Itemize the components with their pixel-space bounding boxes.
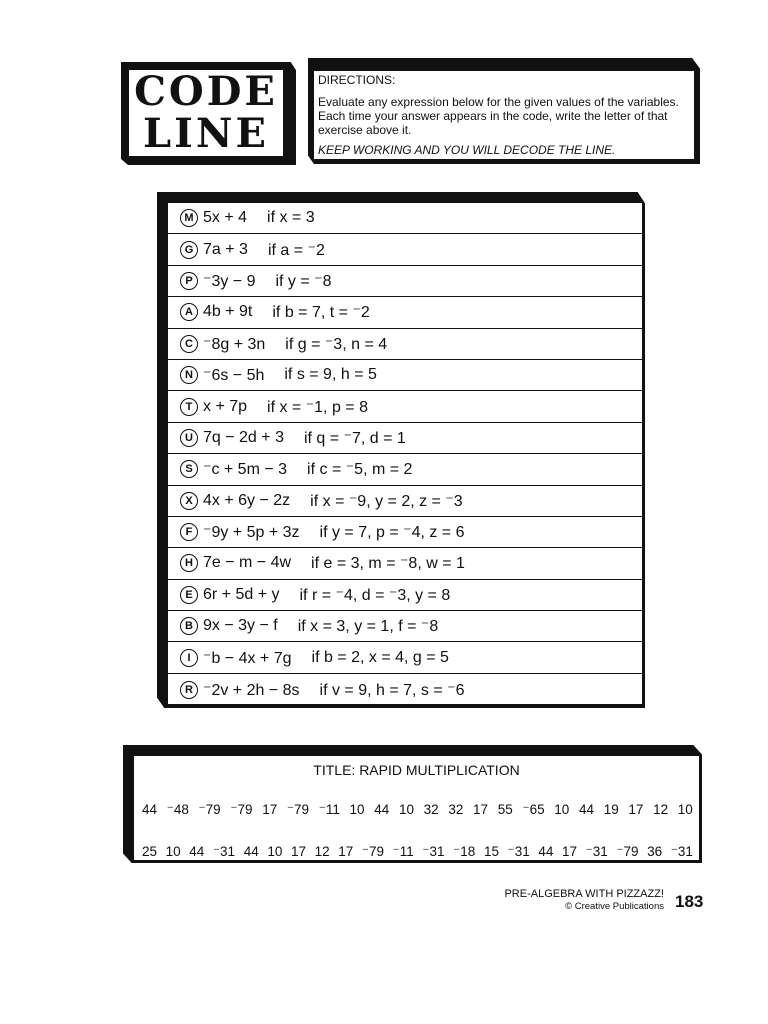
code-number: ⁻79 <box>230 802 253 817</box>
code-number: 12 <box>653 802 669 817</box>
exercise-expression: 4x + 6y − 2z <box>203 491 291 509</box>
code-number: 10 <box>398 802 414 817</box>
exercise-row <box>168 454 642 485</box>
code-number: 44 <box>538 844 554 859</box>
directions-text: Evaluate any expression below for the given values of the variables. Each time your answer appears in the code, write the letter of that exercise above it. <box>318 95 679 137</box>
code-number: 55 <box>497 802 513 817</box>
exercise-condition: if e = 3, m = ⁻8, w = 1 <box>311 555 465 573</box>
code-line-logo <box>127 68 285 158</box>
exercise-condition: if x = 3, y = 1, f = ⁻8 <box>297 618 439 636</box>
exercise-row <box>168 203 642 234</box>
exercise-row <box>168 611 642 642</box>
exercise-row <box>168 297 642 328</box>
code-number: ⁻79 <box>616 844 639 859</box>
code-number: 10 <box>267 844 283 859</box>
exercise-letter-circle: N <box>180 366 198 384</box>
code-number: 10 <box>165 844 181 859</box>
code-number: 17 <box>473 802 489 817</box>
exercise-condition: if x = ⁻9, y = 2, z = ⁻3 <box>310 492 463 510</box>
code-number: 19 <box>603 802 619 817</box>
exercise-condition: if x = 3 <box>267 209 315 227</box>
code-number: 36 <box>647 844 663 859</box>
code-number: ⁻31 <box>422 844 445 859</box>
exercise-row <box>168 234 642 265</box>
code-number: 10 <box>677 802 693 817</box>
exercise-expression: 4b + 9t <box>203 303 253 321</box>
exercise-expression: x + 7p <box>203 397 248 415</box>
exercise-letter-circle: S <box>180 460 198 478</box>
logo-line-2: LINE <box>143 110 269 157</box>
exercise-expression: ⁻b − 4x + 7g <box>203 649 292 667</box>
exercise-letter-circle: G <box>180 241 198 259</box>
exercise-expression: 6r + 5d + y <box>203 585 280 603</box>
page-footer <box>480 888 664 912</box>
code-number: ⁻31 <box>670 844 693 859</box>
code-number: ⁻18 <box>453 844 476 859</box>
exercise-letter-circle: R <box>180 681 198 699</box>
exercise-condition: if b = 7, t = ⁻2 <box>272 304 370 322</box>
code-line-1 <box>142 802 693 818</box>
exercise-row <box>168 360 642 391</box>
exercise-row <box>168 391 642 422</box>
exercise-row <box>168 266 642 297</box>
code-number: 32 <box>423 802 439 817</box>
exercise-letter-circle: X <box>180 492 198 510</box>
code-number: 10 <box>554 802 570 817</box>
page-number: 183 <box>675 892 704 911</box>
code-number: 44 <box>142 802 158 817</box>
code-number: 32 <box>448 802 464 817</box>
exercise-letter-circle: B <box>180 617 198 635</box>
exercise-expression: 5x + 4 <box>203 209 248 227</box>
code-number: ⁻79 <box>286 802 310 817</box>
code-line-2 <box>142 844 693 860</box>
exercise-expression: ⁻c + 5m − 3 <box>203 461 288 479</box>
exercise-expression: ⁻9y + 5p + 3z <box>203 524 300 542</box>
exercise-row <box>168 486 642 517</box>
code-number: 10 <box>349 802 365 817</box>
exercise-condition: if x = ⁻1, p = 8 <box>267 398 368 416</box>
code-number: 12 <box>314 844 330 859</box>
code-title: TITLE: RAPID MULTIPLICATION <box>313 762 520 778</box>
code-box <box>133 755 700 861</box>
exercise-row <box>168 548 642 579</box>
exercise-expression: ⁻6s − 5h <box>203 367 265 385</box>
exercise-expression: 7a + 3 <box>203 240 248 258</box>
directions-box <box>313 70 695 160</box>
exercise-condition: if v = 9, h = 7, s = ⁻6 <box>319 681 465 699</box>
code-number: ⁻31 <box>507 844 530 859</box>
exercise-letter-circle: H <box>180 554 198 572</box>
exercise-letter-circle: P <box>180 272 198 290</box>
exercise-row <box>168 329 642 360</box>
publisher: © Creative Publications <box>565 901 664 912</box>
code-number: ⁻79 <box>361 844 385 859</box>
exercise-expression: ⁻2v + 2h − 8s <box>203 681 300 699</box>
exercise-letter-circle: C <box>180 335 198 353</box>
code-number: 17 <box>628 802 644 817</box>
code-number: ⁻11 <box>318 802 340 817</box>
exercise-letter-circle: I <box>180 649 198 667</box>
exercise-row <box>168 642 642 673</box>
exercise-condition: if y = ⁻8 <box>275 272 332 290</box>
code-number: ⁻65 <box>522 802 545 817</box>
exercise-letter-circle: M <box>180 209 198 227</box>
exercise-condition: if r = ⁻4, d = ⁻3, y = 8 <box>299 586 451 604</box>
code-number: 17 <box>262 802 278 817</box>
exercise-expression: 9x − 3y − f <box>203 617 278 635</box>
exercise-expression: ⁻8g + 3n <box>203 335 266 353</box>
book-title: PRE-ALGEBRA WITH PIZZAZZ! <box>504 888 664 900</box>
code-number: ⁻31 <box>585 844 608 859</box>
exercise-condition: if q = ⁻7, d = 1 <box>303 429 406 447</box>
exercise-condition: if b = 2, x = 4, g = 5 <box>311 648 449 666</box>
exercise-letter-circle: E <box>180 586 198 604</box>
exercise-condition: if c = ⁻5, m = 2 <box>307 461 413 479</box>
directions-heading: DIRECTIONS: <box>318 73 396 87</box>
exercise-row <box>168 674 642 705</box>
exercise-letter-circle: U <box>180 429 198 447</box>
exercise-row <box>168 517 642 548</box>
code-number: 44 <box>243 844 259 859</box>
code-number: 17 <box>561 844 578 859</box>
exercise-letter-circle: T <box>180 398 198 416</box>
code-number: ⁻48 <box>166 802 189 817</box>
code-number: 44 <box>578 802 595 817</box>
exercise-letter-circle: F <box>180 523 198 541</box>
code-number: 25 <box>142 844 158 859</box>
code-number: 17 <box>338 844 354 859</box>
exercise-condition: if s = 9, h = 5 <box>284 366 377 384</box>
exercise-letter-circle: A <box>180 303 198 321</box>
logo-line-1: CODE <box>134 68 278 115</box>
code-number: 15 <box>483 844 499 859</box>
exercise-expression: 7e − m − 4w <box>203 554 292 572</box>
code-number: ⁻79 <box>198 802 221 817</box>
exercise-condition: if g = ⁻3, n = 4 <box>285 335 388 353</box>
exercise-row <box>168 423 642 454</box>
exercise-row <box>168 580 642 611</box>
code-number: 44 <box>189 844 205 859</box>
exercise-table <box>167 202 643 705</box>
code-number: 44 <box>374 802 390 817</box>
exercise-expression: 7q − 2d + 3 <box>203 428 284 446</box>
code-number: ⁻11 <box>392 844 414 859</box>
exercise-expression: ⁻3y − 9 <box>203 272 256 290</box>
directions-footer: KEEP WORKING AND YOU WILL DECODE THE LINE. <box>318 143 616 157</box>
code-number: ⁻31 <box>212 844 236 859</box>
code-number: 17 <box>290 844 306 859</box>
exercise-condition: if y = 7, p = ⁻4, z = 6 <box>319 524 465 542</box>
exercise-condition: if a = ⁻2 <box>267 241 325 259</box>
